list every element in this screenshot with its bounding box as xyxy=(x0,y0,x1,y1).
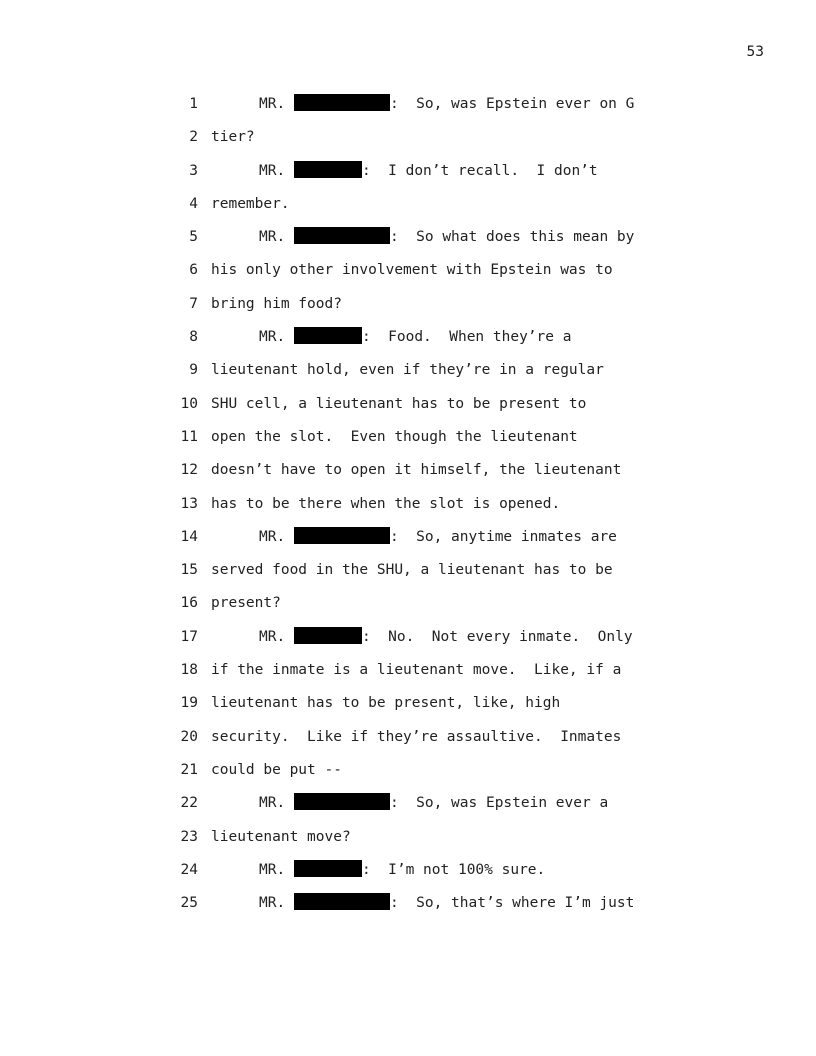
line-text: lieutenant move? xyxy=(211,828,351,845)
line-number: 2 xyxy=(189,129,198,146)
transcript-line xyxy=(170,826,690,859)
redaction-box xyxy=(294,893,390,910)
transcript-line xyxy=(170,792,690,825)
line-number: 6 xyxy=(189,262,198,279)
transcript-body xyxy=(170,93,690,925)
transcript-line xyxy=(170,892,690,925)
line-number: 17 xyxy=(180,628,198,645)
redaction-box xyxy=(294,227,390,244)
speaker-title: MR. xyxy=(259,628,286,645)
transcript-line xyxy=(170,426,690,459)
line-text: lieutenant has to be present, like, high xyxy=(211,695,561,712)
line-text: doesn’t have to open it himself, the lieutenant xyxy=(211,462,622,479)
transcript-line xyxy=(170,326,690,359)
transcript-line xyxy=(170,293,690,326)
transcript-line xyxy=(170,759,690,792)
transcript-line xyxy=(170,393,690,426)
line-text: SHU cell, a lieutenant has to be present to xyxy=(211,395,587,412)
line-text: : Food. When they’re a xyxy=(361,329,572,346)
line-text: bring him food? xyxy=(211,295,342,312)
transcript-line xyxy=(170,359,690,392)
line-text: lieutenant hold, even if they’re in a regular xyxy=(211,362,604,379)
line-number: 20 xyxy=(180,728,198,745)
speaker-title: MR. xyxy=(259,162,286,179)
line-text: tier? xyxy=(211,129,255,146)
speaker-title: MR. xyxy=(259,528,286,545)
redaction-box xyxy=(294,527,390,544)
line-text: if the inmate is a lieutenant move. Like, if a xyxy=(211,662,622,679)
speaker-title: MR. xyxy=(259,895,286,912)
transcript-line xyxy=(170,93,690,126)
line-number: 24 xyxy=(180,861,198,878)
transcript-line xyxy=(170,726,690,759)
line-number: 4 xyxy=(189,195,198,212)
line-text: : So, was Epstein ever a xyxy=(389,795,609,812)
transcript-line xyxy=(170,459,690,492)
transcript-line xyxy=(170,559,690,592)
speaker-title: MR. xyxy=(259,795,286,812)
line-text: : I don’t recall. I don’t xyxy=(361,162,598,179)
speaker-title: MR. xyxy=(259,96,286,112)
line-text: : So, was Epstein ever on G xyxy=(389,96,635,112)
line-number: 25 xyxy=(180,895,198,912)
line-text: served food in the SHU, a lieutenant has to be xyxy=(211,562,613,579)
line-number: 3 xyxy=(189,162,198,179)
line-number: 19 xyxy=(180,695,198,712)
line-text: present? xyxy=(211,595,281,612)
line-text: security. Like if they’re assaultive. Inmates xyxy=(211,728,622,745)
line-text: : No. Not every inmate. Only xyxy=(361,628,633,645)
line-number: 1 xyxy=(189,96,198,112)
line-number: 22 xyxy=(180,795,198,812)
line-text: open the slot. Even though the lieutenant xyxy=(211,428,578,445)
redaction-box xyxy=(294,860,362,877)
redaction-box xyxy=(294,94,390,111)
line-text: : So, that’s where I’m just xyxy=(389,895,635,912)
line-number: 18 xyxy=(180,662,198,679)
line-number: 23 xyxy=(180,828,198,845)
transcript-line xyxy=(170,193,690,226)
redaction-box xyxy=(294,793,390,810)
line-text: : So, anytime inmates are xyxy=(389,528,617,545)
line-number: 13 xyxy=(180,495,198,512)
transcript-line xyxy=(170,592,690,625)
transcript-line xyxy=(170,626,690,659)
transcript-line xyxy=(170,526,690,559)
line-number: 16 xyxy=(180,595,198,612)
line-text: has to be there when the slot is opened. xyxy=(211,495,561,512)
line-number: 14 xyxy=(180,528,198,545)
line-number: 7 xyxy=(189,295,198,312)
line-text: : So what does this mean by xyxy=(389,229,635,246)
transcript-line xyxy=(170,126,690,159)
line-text: : I’m not 100% sure. xyxy=(361,861,546,878)
transcript-line xyxy=(170,493,690,526)
line-text: remember. xyxy=(211,195,290,212)
redaction-box xyxy=(294,327,362,344)
redaction-box xyxy=(294,627,362,644)
transcript-line xyxy=(170,160,690,193)
line-number: 9 xyxy=(189,362,198,379)
transcript-line xyxy=(170,259,690,292)
line-text: his only other involvement with Epstein was to xyxy=(211,262,613,279)
redaction-box xyxy=(294,161,362,178)
transcript-line xyxy=(170,692,690,725)
line-number: 15 xyxy=(180,562,198,579)
speaker-title: MR. xyxy=(259,229,286,246)
transcript-line xyxy=(170,859,690,892)
transcript-line xyxy=(170,659,690,692)
line-number: 12 xyxy=(180,462,198,479)
speaker-title: MR. xyxy=(259,329,286,346)
speaker-title: MR. xyxy=(259,861,286,878)
transcript-line xyxy=(170,226,690,259)
page-number: 53 xyxy=(746,44,764,60)
line-number: 21 xyxy=(180,761,198,778)
line-number: 11 xyxy=(180,428,198,445)
line-text: could be put -- xyxy=(211,761,342,778)
line-number: 10 xyxy=(180,395,198,412)
line-number: 5 xyxy=(189,229,198,246)
line-number: 8 xyxy=(189,329,198,346)
